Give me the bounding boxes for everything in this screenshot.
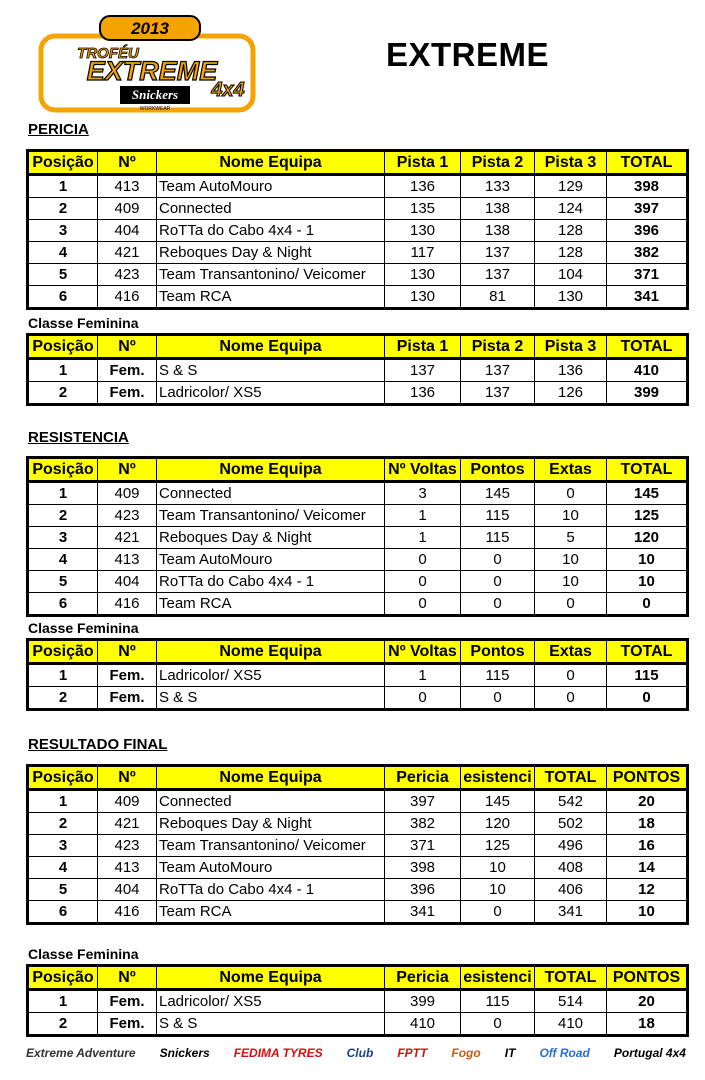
column-header: Pontos xyxy=(461,458,535,482)
column-header: Posição xyxy=(28,640,98,664)
section-title-resultado-final: RESULTADO FINAL xyxy=(28,736,168,753)
column-header: Extas xyxy=(535,640,607,664)
table-row xyxy=(28,505,688,527)
position-cell: 1 xyxy=(28,175,98,198)
table-row xyxy=(28,359,688,382)
score-cell: 129 xyxy=(535,175,607,198)
score-cell: 0 xyxy=(385,571,461,593)
table-row xyxy=(28,687,688,710)
table-row xyxy=(28,593,688,616)
table-row xyxy=(28,198,688,220)
position-cell: 5 xyxy=(28,571,98,593)
total-cell: 10 xyxy=(607,901,688,924)
page-title: EXTREME xyxy=(386,36,550,73)
table-row xyxy=(28,242,688,264)
score-cell: 1 xyxy=(385,527,461,549)
score-cell: 115 xyxy=(461,527,535,549)
score-cell: 371 xyxy=(385,835,461,857)
number-cell: 413 xyxy=(98,549,157,571)
number-cell: 416 xyxy=(98,593,157,616)
total-cell: 115 xyxy=(607,664,688,687)
team-name-cell: Reboques Day & Night xyxy=(157,242,385,264)
position-cell: 2 xyxy=(28,382,98,405)
team-name-cell: Team Transantonino/ Veicomer xyxy=(157,505,385,527)
team-name-cell: Team RCA xyxy=(157,593,385,616)
score-cell: 137 xyxy=(461,242,535,264)
score-cell: 124 xyxy=(535,198,607,220)
column-header: esistenci xyxy=(461,766,535,790)
column-header: Pista 2 xyxy=(461,335,535,359)
column-header: Posição xyxy=(28,966,98,990)
team-name-cell: Team Transantonino/ Veicomer xyxy=(157,264,385,286)
number-cell: 416 xyxy=(98,286,157,309)
table-row xyxy=(28,549,688,571)
table-row xyxy=(28,382,688,405)
logo-4x4: 4x4 xyxy=(211,79,245,101)
position-cell: 3 xyxy=(28,220,98,242)
score-cell: 115 xyxy=(461,990,535,1013)
column-header: Nome Equipa xyxy=(157,766,385,790)
score-cell: 496 xyxy=(535,835,607,857)
column-header: Posição xyxy=(28,766,98,790)
number-cell: 409 xyxy=(98,790,157,813)
column-header: Nº Voltas xyxy=(385,640,461,664)
score-cell: 0 xyxy=(535,593,607,616)
team-name-cell: Connected xyxy=(157,482,385,505)
sponsor-logos-strip xyxy=(26,1038,686,1068)
score-cell: 120 xyxy=(461,813,535,835)
score-cell: 10 xyxy=(535,571,607,593)
section-subtitle-pericia-feminina: Classe Feminina xyxy=(28,315,139,331)
column-header: Nº xyxy=(98,766,157,790)
number-cell: 409 xyxy=(98,198,157,220)
column-header: Posição xyxy=(28,151,98,175)
table-row xyxy=(28,482,688,505)
table-row xyxy=(28,790,688,813)
score-cell: 1 xyxy=(385,664,461,687)
score-cell: 0 xyxy=(535,687,607,710)
number-cell: 421 xyxy=(98,527,157,549)
team-name-cell: RoTTa do Cabo 4x4 - 1 xyxy=(157,220,385,242)
score-cell: 145 xyxy=(461,790,535,813)
total-cell: 0 xyxy=(607,687,688,710)
column-header: Nº xyxy=(98,966,157,990)
column-header: TOTAL xyxy=(607,640,688,664)
table-header-row xyxy=(28,335,688,359)
score-cell: 130 xyxy=(385,286,461,309)
score-cell: 399 xyxy=(385,990,461,1013)
pericia-feminina-table xyxy=(26,333,689,406)
score-cell: 396 xyxy=(385,879,461,901)
pericia-table xyxy=(26,149,689,310)
score-cell: 0 xyxy=(535,664,607,687)
table-row xyxy=(28,813,688,835)
section-subtitle-final-feminina: Classe Feminina xyxy=(28,946,139,962)
column-header: PONTOS xyxy=(607,966,688,990)
team-name-cell: Connected xyxy=(157,198,385,220)
number-cell: Fem. xyxy=(98,990,157,1013)
column-header: TOTAL xyxy=(607,458,688,482)
total-cell: 382 xyxy=(607,242,688,264)
logo-workwear: WORKWEAR xyxy=(139,106,171,112)
total-cell: 20 xyxy=(607,990,688,1013)
score-cell: 130 xyxy=(535,286,607,309)
sponsor-logo: FEDIMA TYRES xyxy=(233,1046,323,1060)
resistencia-feminina-table xyxy=(26,638,689,711)
section-title-pericia: PERICIA xyxy=(28,121,89,138)
total-cell: 12 xyxy=(607,879,688,901)
column-header: Nº xyxy=(98,458,157,482)
score-cell: 136 xyxy=(385,175,461,198)
sponsor-logo: Portugal 4x4 xyxy=(613,1046,686,1060)
score-cell: 137 xyxy=(461,264,535,286)
resultado-final-feminina-table xyxy=(26,964,689,1037)
team-name-cell: Reboques Day & Night xyxy=(157,527,385,549)
number-cell: 409 xyxy=(98,482,157,505)
sponsor-logo: FPTT xyxy=(397,1046,428,1060)
sponsor-logo: Fogo xyxy=(451,1046,481,1060)
position-cell: 2 xyxy=(28,505,98,527)
position-cell: 2 xyxy=(28,198,98,220)
position-cell: 4 xyxy=(28,857,98,879)
score-cell: 410 xyxy=(385,1013,461,1036)
column-header: Pontos xyxy=(461,640,535,664)
score-cell: 382 xyxy=(385,813,461,835)
score-cell: 138 xyxy=(461,220,535,242)
position-cell: 1 xyxy=(28,359,98,382)
team-name-cell: Team AutoMouro xyxy=(157,175,385,198)
column-header: Pista 1 xyxy=(385,151,461,175)
number-cell: Fem. xyxy=(98,359,157,382)
column-header: Nome Equipa xyxy=(157,966,385,990)
team-name-cell: RoTTa do Cabo 4x4 - 1 xyxy=(157,879,385,901)
score-cell: 128 xyxy=(535,242,607,264)
position-cell: 6 xyxy=(28,901,98,924)
total-cell: 145 xyxy=(607,482,688,505)
number-cell: 404 xyxy=(98,220,157,242)
column-header: Pericia xyxy=(385,966,461,990)
table-header-row xyxy=(28,640,688,664)
team-name-cell: Ladricolor/ XS5 xyxy=(157,664,385,687)
score-cell: 0 xyxy=(461,571,535,593)
logo-snickers: Snickers xyxy=(131,87,179,102)
team-name-cell: Team AutoMouro xyxy=(157,857,385,879)
score-cell: 0 xyxy=(385,549,461,571)
score-cell: 10 xyxy=(535,505,607,527)
score-cell: 0 xyxy=(461,687,535,710)
table-row xyxy=(28,175,688,198)
score-cell: 115 xyxy=(461,664,535,687)
position-cell: 5 xyxy=(28,264,98,286)
team-name-cell: Connected xyxy=(157,790,385,813)
total-cell: 18 xyxy=(607,1013,688,1036)
total-cell: 120 xyxy=(607,527,688,549)
column-header: PONTOS xyxy=(607,766,688,790)
sponsor-logo: IT xyxy=(504,1046,516,1060)
resistencia-table xyxy=(26,456,689,617)
score-cell: 115 xyxy=(461,505,535,527)
table-row xyxy=(28,990,688,1013)
score-cell: 137 xyxy=(385,359,461,382)
score-cell: 514 xyxy=(535,990,607,1013)
score-cell: 137 xyxy=(461,382,535,405)
score-cell: 542 xyxy=(535,790,607,813)
score-cell: 341 xyxy=(385,901,461,924)
section-title-resistencia: RESISTENCIA xyxy=(28,429,129,446)
score-cell: 0 xyxy=(461,1013,535,1036)
team-name-cell: S & S xyxy=(157,1013,385,1036)
score-cell: 125 xyxy=(461,835,535,857)
total-cell: 371 xyxy=(607,264,688,286)
table-row xyxy=(28,264,688,286)
number-cell: 416 xyxy=(98,901,157,924)
team-name-cell: Ladricolor/ XS5 xyxy=(157,990,385,1013)
column-header: Nome Equipa xyxy=(157,458,385,482)
table-header-row xyxy=(28,458,688,482)
column-header: TOTAL xyxy=(535,766,607,790)
number-cell: 423 xyxy=(98,264,157,286)
position-cell: 2 xyxy=(28,813,98,835)
resultado-final-table xyxy=(26,764,689,925)
column-header: Nº xyxy=(98,640,157,664)
column-header: Extas xyxy=(535,458,607,482)
score-cell: 104 xyxy=(535,264,607,286)
total-cell: 10 xyxy=(607,549,688,571)
sponsor-logo: Snickers xyxy=(159,1046,210,1060)
column-header: Nome Equipa xyxy=(157,640,385,664)
logo-trofeu: TROFÉU xyxy=(77,45,139,62)
score-cell: 128 xyxy=(535,220,607,242)
total-cell: 0 xyxy=(607,593,688,616)
score-cell: 138 xyxy=(461,198,535,220)
position-cell: 1 xyxy=(28,790,98,813)
column-header: Posição xyxy=(28,458,98,482)
section-subtitle-resistencia-feminina: Classe Feminina xyxy=(28,620,139,636)
number-cell: 421 xyxy=(98,813,157,835)
score-cell: 408 xyxy=(535,857,607,879)
column-header: TOTAL xyxy=(607,335,688,359)
score-cell: 10 xyxy=(535,549,607,571)
score-cell: 0 xyxy=(385,593,461,616)
score-cell: 502 xyxy=(535,813,607,835)
table-row xyxy=(28,857,688,879)
score-cell: 145 xyxy=(461,482,535,505)
position-cell: 3 xyxy=(28,835,98,857)
total-cell: 20 xyxy=(607,790,688,813)
score-cell: 1 xyxy=(385,505,461,527)
total-cell: 397 xyxy=(607,198,688,220)
total-cell: 399 xyxy=(607,382,688,405)
position-cell: 5 xyxy=(28,879,98,901)
score-cell: 137 xyxy=(461,359,535,382)
score-cell: 0 xyxy=(461,901,535,924)
team-name-cell: RoTTa do Cabo 4x4 - 1 xyxy=(157,571,385,593)
score-cell: 130 xyxy=(385,264,461,286)
team-name-cell: Team AutoMouro xyxy=(157,549,385,571)
position-cell: 6 xyxy=(28,286,98,309)
score-cell: 341 xyxy=(535,901,607,924)
score-cell: 10 xyxy=(461,879,535,901)
score-cell: 5 xyxy=(535,527,607,549)
position-cell: 1 xyxy=(28,990,98,1013)
score-cell: 0 xyxy=(385,687,461,710)
number-cell: 423 xyxy=(98,835,157,857)
position-cell: 4 xyxy=(28,549,98,571)
score-cell: 398 xyxy=(385,857,461,879)
column-header: Nome Equipa xyxy=(157,335,385,359)
column-header: Pista 3 xyxy=(535,335,607,359)
sponsor-logo: Extreme Adventure xyxy=(26,1046,136,1060)
column-header: Nº xyxy=(98,151,157,175)
table-row xyxy=(28,571,688,593)
score-cell: 0 xyxy=(461,593,535,616)
table-row xyxy=(28,664,688,687)
score-cell: 130 xyxy=(385,220,461,242)
column-header: esistenci xyxy=(461,966,535,990)
total-cell: 18 xyxy=(607,813,688,835)
column-header: Pista 1 xyxy=(385,335,461,359)
position-cell: 1 xyxy=(28,482,98,505)
score-cell: 3 xyxy=(385,482,461,505)
column-header: Nome Equipa xyxy=(157,151,385,175)
table-row xyxy=(28,1013,688,1036)
column-header: TOTAL xyxy=(607,151,688,175)
table-header-row xyxy=(28,966,688,990)
team-name-cell: Team RCA xyxy=(157,286,385,309)
trofeu-extreme-logo xyxy=(38,14,256,114)
column-header: Posição xyxy=(28,335,98,359)
position-cell: 3 xyxy=(28,527,98,549)
team-name-cell: Team Transantonino/ Veicomer xyxy=(157,835,385,857)
logo-extreme: EXTREME xyxy=(86,56,218,86)
score-cell: 0 xyxy=(535,482,607,505)
position-cell: 1 xyxy=(28,664,98,687)
column-header: Pista 3 xyxy=(535,151,607,175)
total-cell: 14 xyxy=(607,857,688,879)
column-header: Pista 2 xyxy=(461,151,535,175)
sponsor-logo: Club xyxy=(346,1046,374,1060)
team-name-cell: Team RCA xyxy=(157,901,385,924)
column-header: Nº xyxy=(98,335,157,359)
score-cell: 117 xyxy=(385,242,461,264)
team-name-cell: Reboques Day & Night xyxy=(157,813,385,835)
number-cell: 423 xyxy=(98,505,157,527)
number-cell: Fem. xyxy=(98,664,157,687)
number-cell: Fem. xyxy=(98,382,157,405)
number-cell: 413 xyxy=(98,175,157,198)
position-cell: 2 xyxy=(28,1013,98,1036)
number-cell: 413 xyxy=(98,857,157,879)
score-cell: 136 xyxy=(535,359,607,382)
score-cell: 133 xyxy=(461,175,535,198)
total-cell: 125 xyxy=(607,505,688,527)
table-row xyxy=(28,527,688,549)
position-cell: 6 xyxy=(28,593,98,616)
score-cell: 126 xyxy=(535,382,607,405)
logo-year: 2013 xyxy=(131,19,169,38)
total-cell: 396 xyxy=(607,220,688,242)
total-cell: 398 xyxy=(607,175,688,198)
score-cell: 410 xyxy=(535,1013,607,1036)
table-header-row xyxy=(28,151,688,175)
number-cell: Fem. xyxy=(98,1013,157,1036)
table-row xyxy=(28,220,688,242)
number-cell: 421 xyxy=(98,242,157,264)
score-cell: 136 xyxy=(385,382,461,405)
column-header: TOTAL xyxy=(535,966,607,990)
score-cell: 406 xyxy=(535,879,607,901)
number-cell: Fem. xyxy=(98,687,157,710)
position-cell: 2 xyxy=(28,687,98,710)
number-cell: 404 xyxy=(98,571,157,593)
sponsor-logo: Off Road xyxy=(539,1046,590,1060)
team-name-cell: S & S xyxy=(157,359,385,382)
total-cell: 341 xyxy=(607,286,688,309)
total-cell: 16 xyxy=(607,835,688,857)
table-row xyxy=(28,835,688,857)
score-cell: 397 xyxy=(385,790,461,813)
team-name-cell: S & S xyxy=(157,687,385,710)
table-header-row xyxy=(28,766,688,790)
column-header: Pericia xyxy=(385,766,461,790)
score-cell: 10 xyxy=(461,857,535,879)
team-name-cell: Ladricolor/ XS5 xyxy=(157,382,385,405)
table-row xyxy=(28,286,688,309)
score-cell: 135 xyxy=(385,198,461,220)
table-row xyxy=(28,901,688,924)
score-cell: 81 xyxy=(461,286,535,309)
total-cell: 410 xyxy=(607,359,688,382)
number-cell: 404 xyxy=(98,879,157,901)
column-header: Nº Voltas xyxy=(385,458,461,482)
score-cell: 0 xyxy=(461,549,535,571)
table-row xyxy=(28,879,688,901)
total-cell: 10 xyxy=(607,571,688,593)
position-cell: 4 xyxy=(28,242,98,264)
